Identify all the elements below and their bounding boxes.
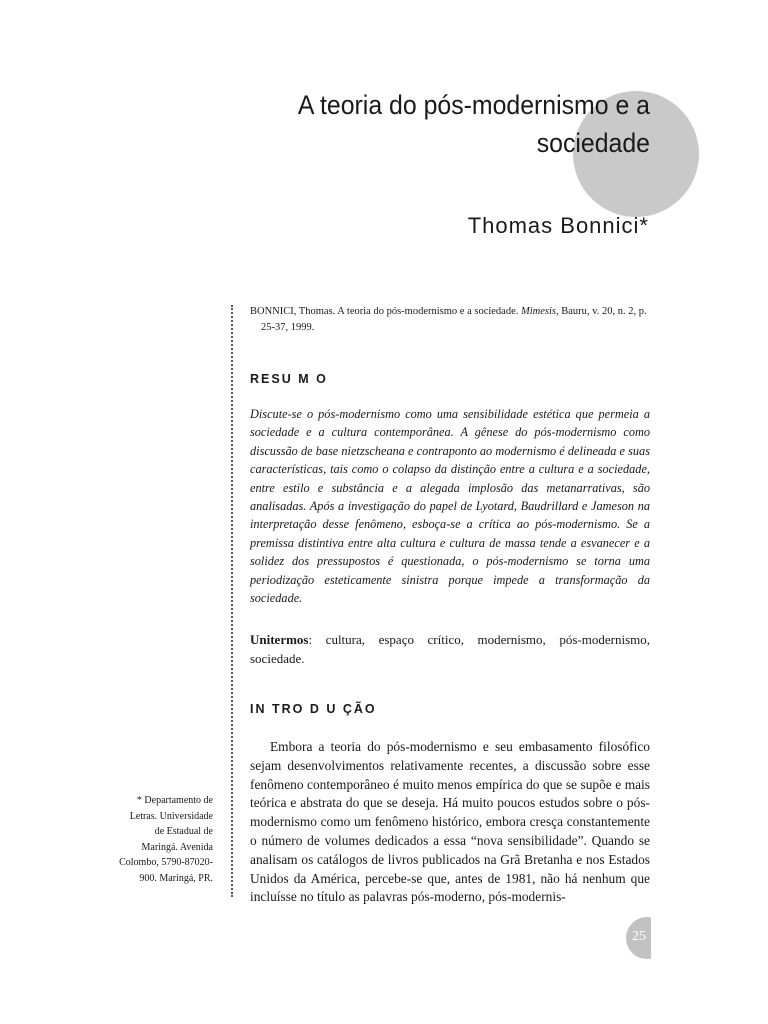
resumo-heading: RESU M O [250, 372, 328, 386]
page-number: 25 [632, 929, 646, 944]
introducao-heading: IN TRO D U ÇÃO [250, 702, 377, 716]
article-title [236, 86, 650, 162]
author-affiliation-footnote: * Departamento de Letras. Universidade de Estadual de Maringá. Avenida Colombo, 5790-87020-900. Maringá, PR. [119, 795, 213, 884]
keywords-label: Unitermos [250, 632, 309, 647]
bibliographic-citation [250, 304, 661, 336]
margin-dotted-rule [231, 305, 233, 897]
introduction-paragraph: Embora a teoria do pós-modernismo e seu embasamento filosófico sejam desenvolvimentos relativamente recentes, a discussão sobre esse fenômeno contemporâneo é muito menos empírica do que se supõe e mais teórica e abstrata do que se deseja. Há muito poucos estudos sobre o pós-modernismo como um fenômeno histórico, embora cresça constantemente o número de volumes dedicados a essa “nova sensibilidade”. Quando se analisam os catálogos de livros publicados na Grã Bretanha e nos Estados Unidos da América, percebe-se que, antes de 1981, não há nenhum que incluísse no título as palavras pós-moderno, pós-modernis- [250, 739, 650, 905]
article-title-line-1: A teoria do pós-modernismo e a [297, 90, 650, 120]
author-name: Thomas Bonnici* [467, 213, 649, 238]
citation-prefix: BONNICI, Thomas. A teoria do pós-modernismo e a sociedade. [250, 306, 522, 317]
article-title-line-2: sociedade [536, 128, 650, 158]
keywords [250, 631, 650, 668]
citation-suffix: , Bauru, v. 20, n. 2, p. 25-37, 1999. [261, 306, 647, 333]
keywords-text: : cultura, espaço crítico, modernismo, pós-modernismo, sociedade. [250, 632, 650, 666]
abstract-text: Discute-se o pós-modernismo como uma sensibilidade estética que permeia a sociedade e a cultura contemporânea. A gênese do pós-modernismo como discussão de base nietzscheana e contraponto ao modernismo é delineada e suas características, tais como o colapso da distinção entre a cultura e a sociedade, entre estilo e substância e a alegada implosão das metanarrativas, são analisadas. Após a investigação do papel de Lyotard, Baudrillard e Jameson na interpretação desse fenômeno, esboça-se a crítica ao pós-modernismo. Se a premissa distintiva entre alta cultura e cultura de massa tende a esvanecer e a solidez dos pressupostos é questionada, o pós-modernismo se torna uma periodização esteticamente sinistra porque impede a transformação da sociedade. [250, 407, 650, 606]
citation-journal: Mimesis [521, 306, 557, 317]
